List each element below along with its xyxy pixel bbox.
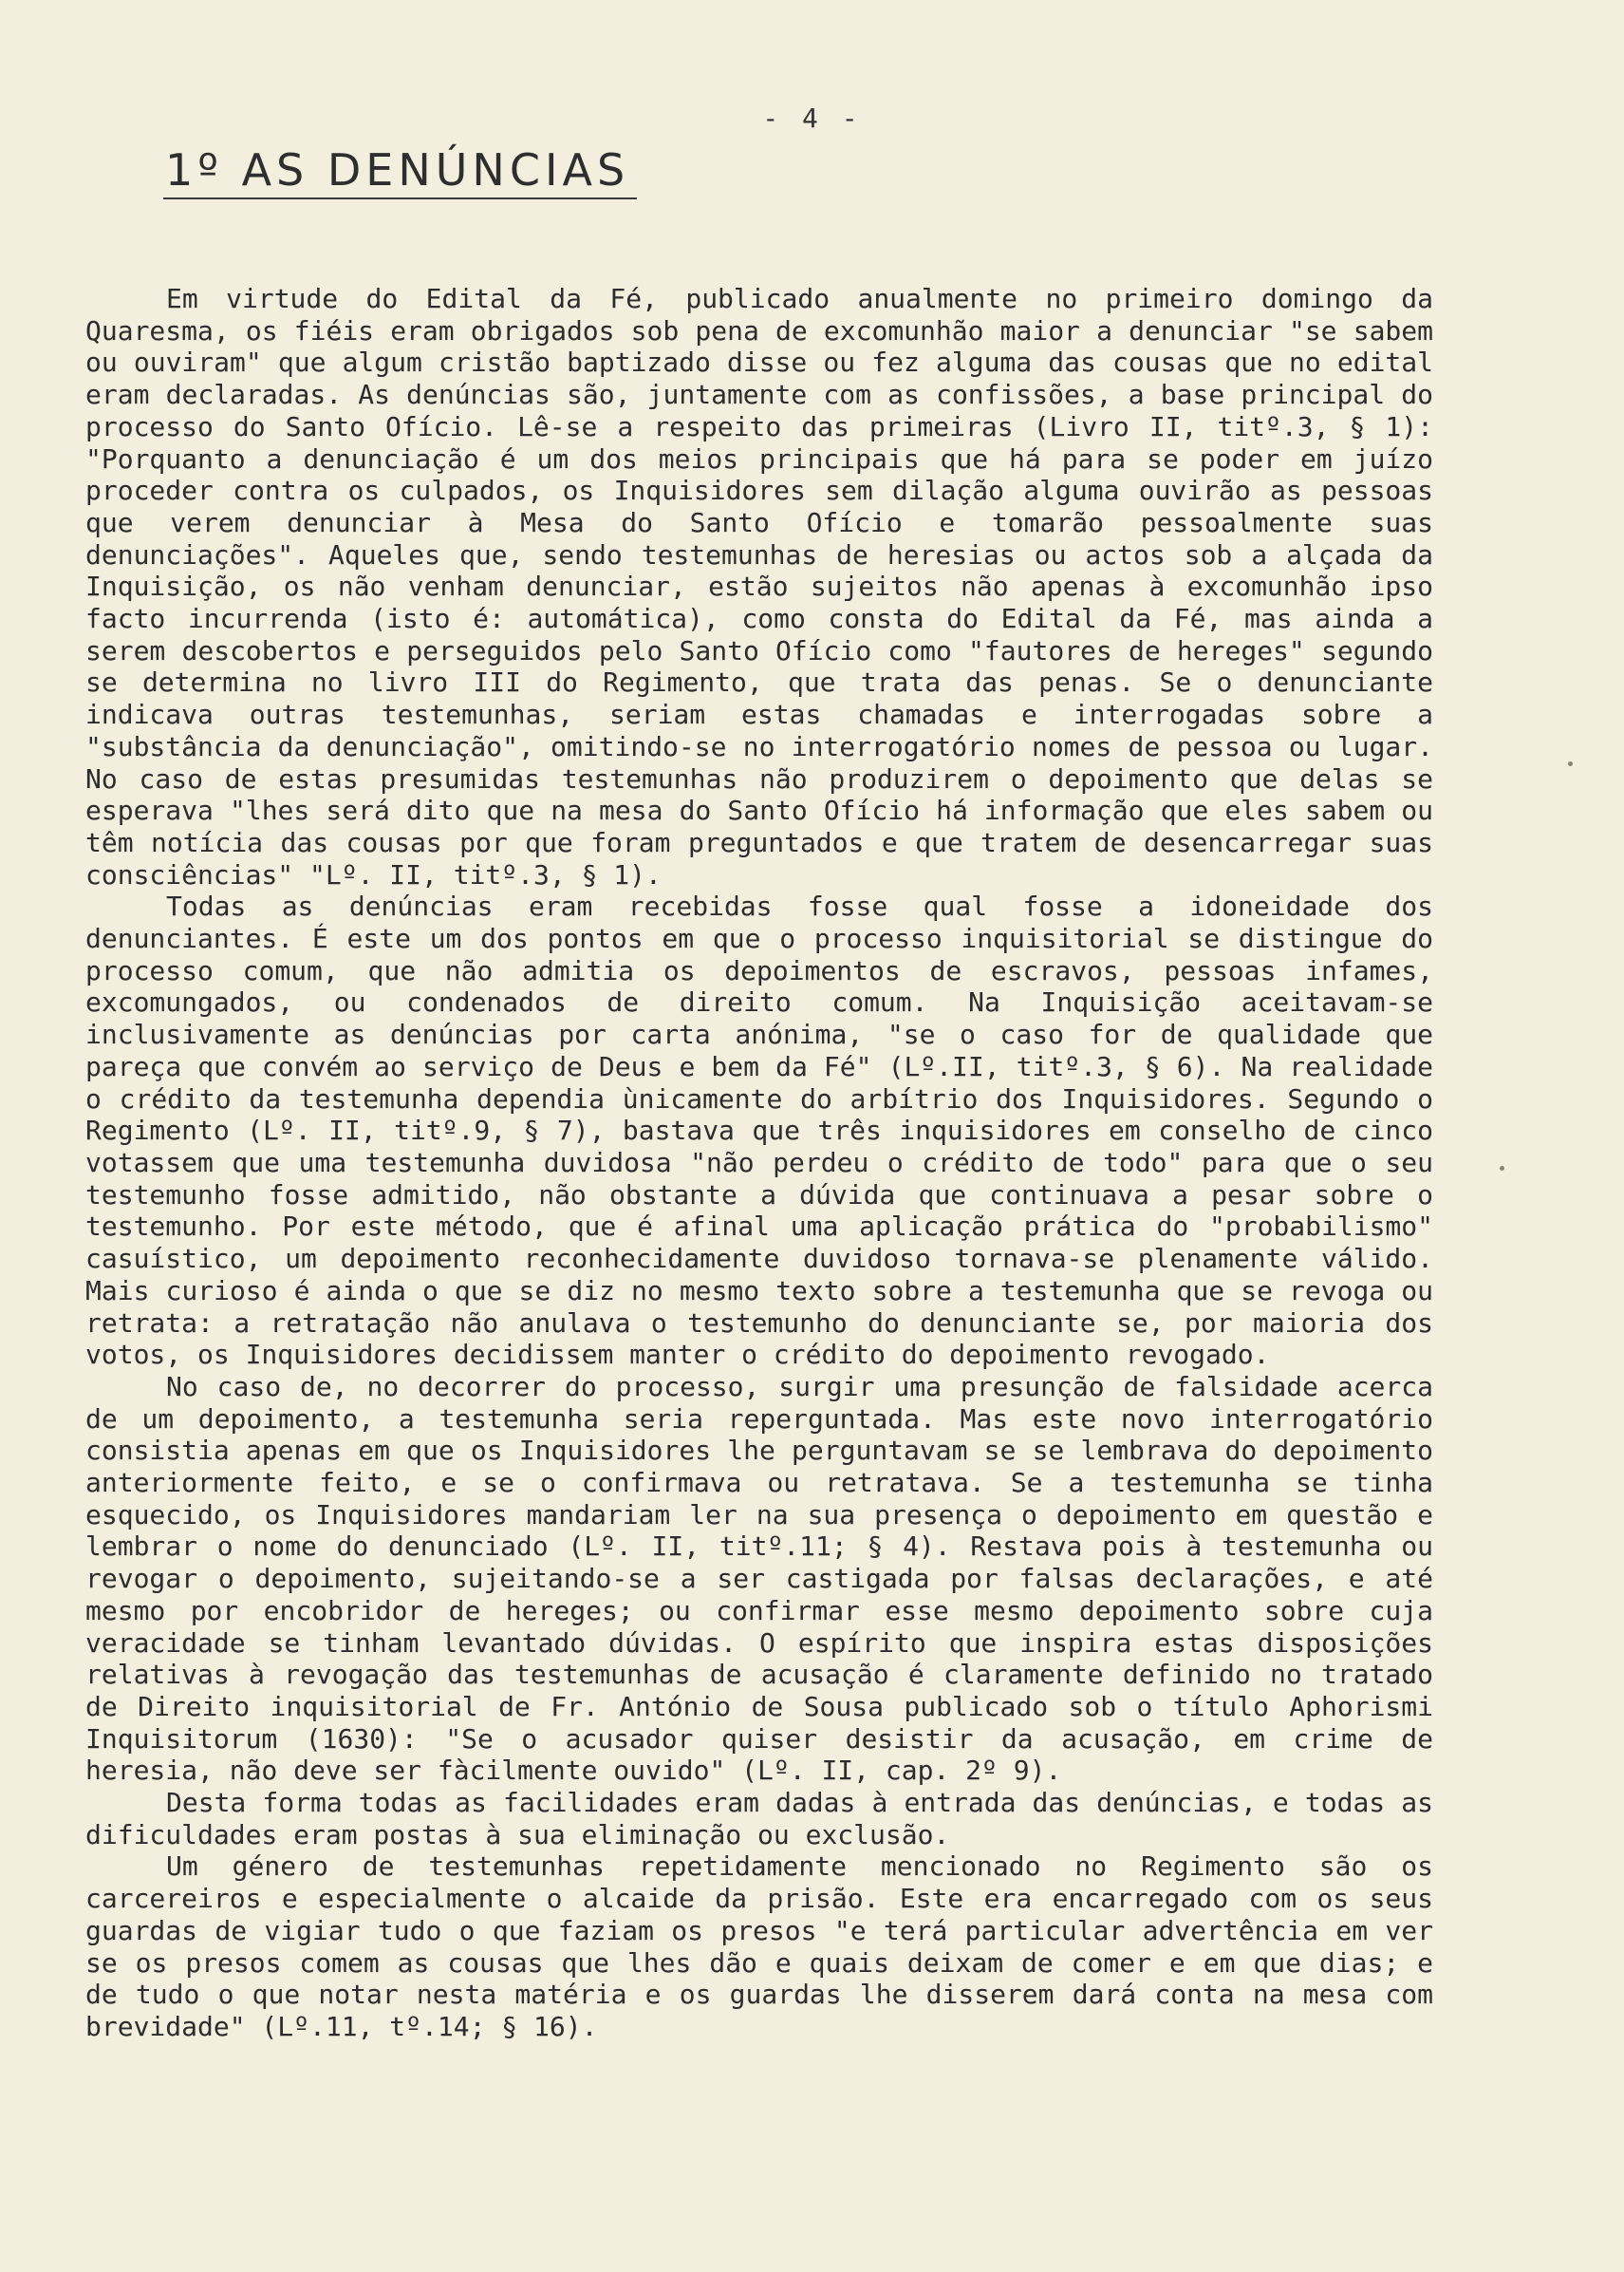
section-heading: 1º AS DENÚNCIAS [163, 144, 637, 199]
paragraph-5: Um género de testemunhas repetidamente mencionado no Regimento são os carcereiros e especialmente o alcaide da prisão. Este era encarregado com os seus guardas de vigiar tudo o que faziam os presos "e terá particular advertência em ver se os presos comem as cousas que lhes dão e quais deixam de comer e em que dias; e de tudo o que notar nesta matéria e os guardas lhe disserem dará conta na mesa com brevidade" (Lº.11, tº.14; § 16). [85, 1850, 1433, 2042]
paragraph-1: Em virtude do Edital da Fé, publicado anualmente no primeiro domingo da Quaresma, os fiéis eram obrigados sob pena de excomunhão maior a denunciar "se sabem ou ouviram" que algum cristão baptizado disse ou fez alguma das cousas que no edital eram declaradas. As denúncias são, juntamente com as confissões, a base principal do processo do Santo Ofício. Lê-se a respeito das primeiras (Livro II, titº.3, § 1): "Porquanto a denunciação é um dos meios principais que há para se poder em juízo proceder contra os culpados, os Inquisidores sem dilação alguma ouvirão as pessoas que verem denunciar à Mesa do Santo Ofício e tomarão pessoalmente suas denunciações". Aqueles que, sendo testemunhas de heresias ou actos sob a alçada da Inquisição, os não venham denunciar, estão sujeitos não apenas à excomunhão ipso facto incurrenda (isto é: automática), como consta do Edital da Fé, mas ainda a serem descobertos e perseguidos pelo Santo Ofício como "fautores de hereges" segundo se determina no livro III do Regimento, que trata das penas. Se o denunciante indicava outras testemunhas, seriam estas chamadas e interrogadas sobre a "substância da denunciação", omitindo-se no interrogatório nomes de pessoa ou lugar. No caso de estas presumidas testemunhas não produzirem o depoimento que delas se esperava "lhes será dito que na mesa do Santo Ofício há informação que eles sabem ou têm notícia das cousas por que foram preguntados e que tratem de desencarregar suas consciências" "Lº. II, titº.3, § 1). [85, 283, 1433, 891]
paper-speck [1500, 1166, 1504, 1171]
paper-speck [1568, 761, 1573, 766]
paragraph-3: No caso de, no decorrer do processo, surgir uma presunção de falsidade acerca de um depoimento, a testemunha seria reperguntada. Mas este novo interrogatório consistia apenas em que os Inquisidores lhe perguntavam se se lembrava do depoimento anteriormente feito, e se o confirmava ou retratava. Se a testemunha se tinha esquecido, os Inquisidores mandariam ler na sua presença o depoimento em questão e lembrar o nome do denunciado (Lº. II, titº.11; § 4). Restava pois à testemunha ou revogar o depoimento, sujeitando-se a ser castigada por falsas declarações, e até mesmo por encobridor de hereges; ou confirmar esse mesmo depoimento sobre cuja veracidade se tinham levantado dúvidas. O espírito que inspira estas disposições relativas à revogação das testemunhas de acusação é claramente definido no tratado de Direito inquisitorial de Fr. António de Sousa publicado sob o título Aphorismi Inquisitorum (1630): "Se o acusador quiser desistir da acusação, em crime de heresia, não deve ser fàcilmente ouvido" (Lº. II, cap. 2º 9). [85, 1370, 1433, 1787]
page-number: - 4 - [762, 103, 862, 134]
body-text [85, 283, 1433, 2043]
paragraph-4: Desta forma todas as facilidades eram dadas à entrada das denúncias, e todas as dificuldades eram postas à sua eliminação ou exclusão. [85, 1787, 1433, 1850]
paragraph-2: Todas as denúncias eram recebidas fosse qual fosse a idoneidade dos denunciantes. É este um dos pontos em que o processo inquisitorial se distingue do processo comum, que não admitia os depoimentos de escravos, pessoas infames, excomungados, ou condenados de direito comum. Na Inquisição aceitavam-se inclusivamente as denúncias por carta anónima, "se o caso for de qualidade que pareça que convém ao serviço de Deus e bem da Fé" (Lº.II, titº.3, § 6). Na realidade o crédito da testemunha dependia ùnicamente do arbítrio dos Inquisidores. Segundo o Regimento (Lº. II, titº.9, § 7), bastava que três inquisidores em conselho de cinco votassem que uma testemunha duvidosa "não perdeu o crédito de todo" para que o seu testemunho fosse admitido, não obstante a dúvida que continuava a pesar sobre o testemunho. Por este método, que é afinal uma aplicação prática do "probabilismo" casuístico, um depoimento reconhecidamente duvidoso tornava-se plenamente válido. Mais curioso é ainda o que se diz no mesmo texto sobre a testemunha que se revoga ou retrata: a retratação não anulava o testemunho do denunciante se, por maioria dos votos, os Inquisidores decidissem manter o crédito do depoimento revogado. [85, 891, 1433, 1371]
